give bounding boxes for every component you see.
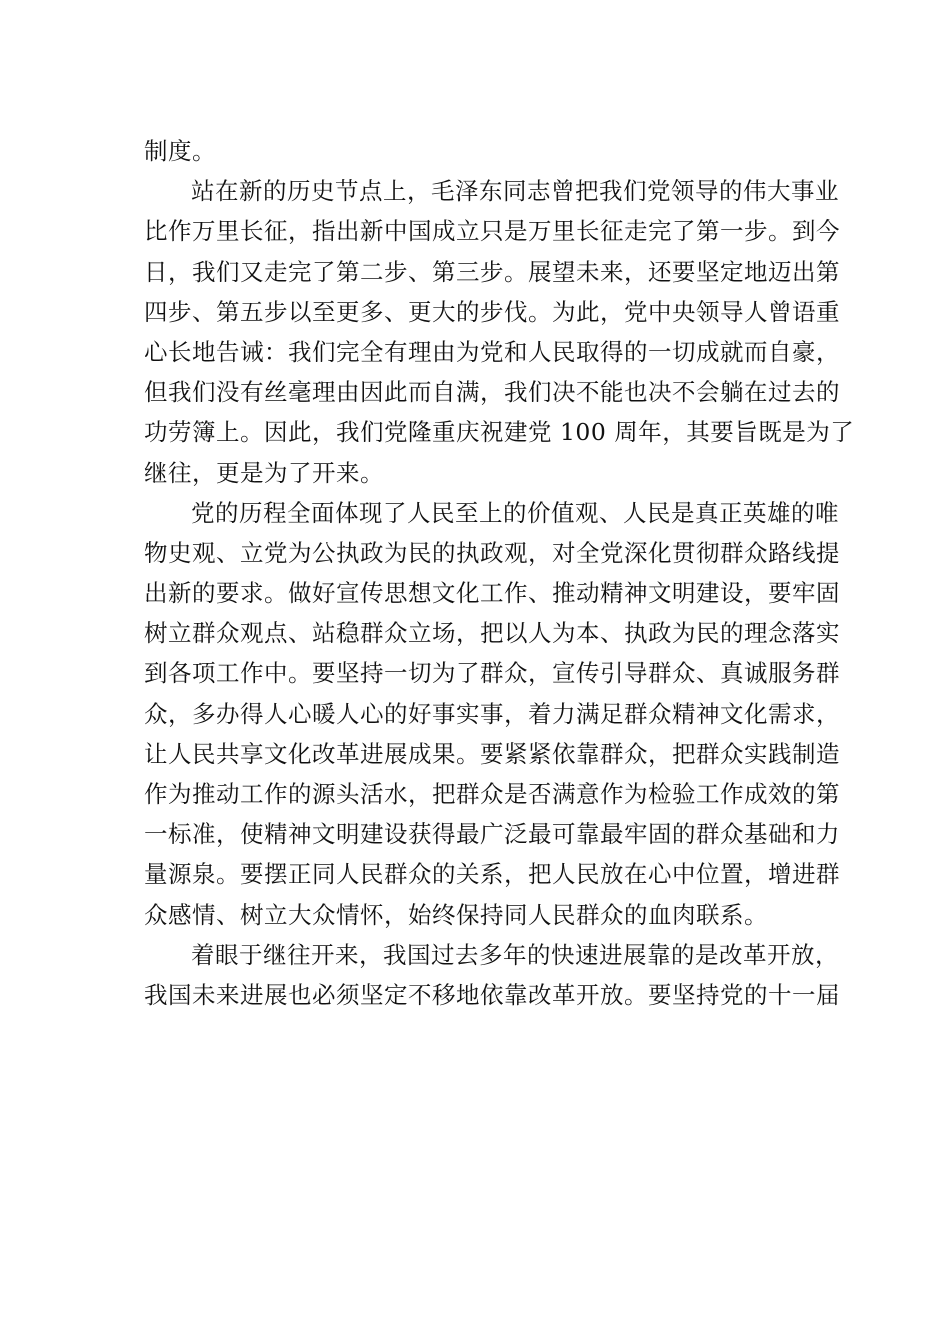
text-line: 众感情、树立大众情怀，始终保持同人民群众的血肉联系。 xyxy=(144,900,768,929)
text-line: 物史观、立党为公执政为民的执政观，对全党深化贯彻群众路线提 xyxy=(144,538,840,567)
paragraph xyxy=(144,171,855,493)
text-line: 一标准，使精神文明建设获得最广泛最可靠最牢固的群众基础和力 xyxy=(144,820,840,849)
text-line: 站在新的历史节点上，毛泽东同志曾把我们党领导的伟大事业 xyxy=(191,177,839,206)
text-line: 比作万里长征，指出新中国成立只是万里长征走完了第一步。到今 xyxy=(144,217,840,246)
text-line: 四步、第五步以至更多、更大的步伐。为此，党中央领导人曾语重 xyxy=(144,297,840,326)
text-line: 继往，更是为了开来。 xyxy=(144,458,384,487)
text-line: 出新的要求。做好宣传思想文化工作、推动精神文明建设，要牢固 xyxy=(144,579,840,608)
document-body xyxy=(144,131,855,1015)
paragraph xyxy=(144,493,840,935)
paragraph xyxy=(144,131,814,171)
text-line: 但我们没有丝毫理由因此而自满，我们决不能也决不会躺在过去的 xyxy=(144,378,840,407)
text-line: 作为推动工作的源头活水，把群众是否满意作为检验工作成效的第 xyxy=(144,780,840,808)
text-line: 制度。 xyxy=(144,137,216,165)
text-line: 党的历程全面体现了人民至上的价值观、人民是真正英雄的唯 xyxy=(191,498,839,527)
text-line: 日，我们又走完了第二步、第三步。展望未来，还要坚定地迈出第 xyxy=(144,257,840,286)
text-line: 众，多办得人心暖人心的好事实事，着力满足群众精神文化需求， xyxy=(144,699,840,728)
text-line: 量源泉。要摆正同人民群众的关系，把人民放在心中位置，增进群 xyxy=(144,860,840,889)
text-line: 让人民共享文化改革进展成果。要紧紧依靠群众，把群众实践制造 xyxy=(144,739,840,768)
paragraph xyxy=(144,935,840,1015)
text-line: 树立群众观点、站稳群众立场，把以人为本、执政为民的理念落实 xyxy=(144,619,840,648)
text-line: 我国未来进展也必须坚定不移地依靠改革开放。要坚持党的十一届 xyxy=(144,980,840,1009)
text-line: 功劳簿上。因此，我们党隆重庆祝建党 100 周年，其要旨既是为了 xyxy=(144,418,855,447)
text-line: 心长地告诫：我们完全有理由为党和人民取得的一切成就而自豪， xyxy=(144,337,840,366)
text-line: 着眼于继往开来，我国过去多年的快速进展靠的是改革开放， xyxy=(191,940,839,969)
text-line: 到各项工作中。要坚持一切为了群众，宣传引导群众、真诚服务群 xyxy=(144,659,840,688)
